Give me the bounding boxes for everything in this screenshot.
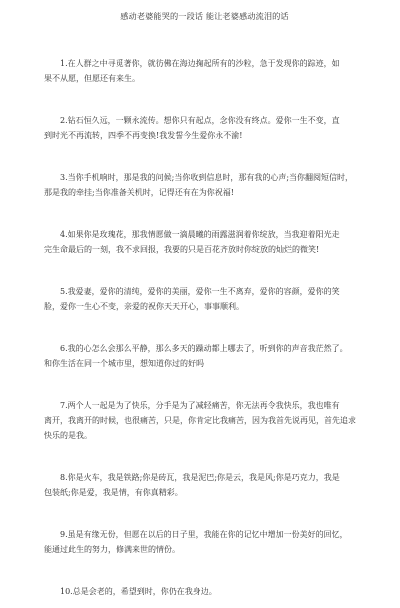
item-text: 我爱妻，爱你的清纯，爱你的美丽，爱你一生不离弃，爱你的容颜，爱你的笑 — [67, 287, 340, 296]
item-line — [44, 227, 365, 242]
item-text: 我的心怎么会那么平静，那么多天的躁动都上哪去了，听到你的声音我茫然了。 — [67, 344, 348, 353]
list-item — [44, 56, 365, 86]
item-text: 如果你是玫瑰花，那我情愿做一滴晨曦的雨露滋润着你绽放，当我迎着阳光走 — [67, 230, 340, 239]
item-text: 你是火车，我是铁路;你是砖瓦，我是泥巴;你是云，我是风;你是巧克力，我是 — [67, 473, 340, 482]
item-line — [44, 527, 365, 542]
item-line — [44, 113, 365, 128]
item-line — [44, 470, 365, 485]
item-number: 9. — [60, 530, 68, 539]
item-text: 总是会老的，希望到时，你仍在我身边。 — [72, 587, 217, 596]
item-line: 脸，爱你一生心不变，亲爱的祝你天天开心，事事顺利。 — [44, 302, 244, 311]
item-number: 5. — [60, 287, 68, 296]
item-line: 离开，我离开的时候，也很痛苦，只是，你肯定比我痛苦，因为我首先说再见，首先追求 — [44, 416, 356, 425]
item-line: 能通过此生的努力，修满来世的情份。 — [44, 545, 180, 554]
item-number: 1. — [60, 59, 68, 68]
list-item — [44, 227, 365, 257]
item-text: 虽是有缘无份，但愿在以后的日子里，我能在你的记忆中增加一份美好的回忆， — [67, 530, 348, 539]
list-item — [44, 470, 365, 500]
item-line: 完生命最后的一刻，我不求回报，我要的只是百花齐放时你绽放的灿烂的微笑! — [44, 245, 320, 254]
item-text: 钻石恒久远，一颗永流传。想你只有起点，念你没有终点。爱你一生不变，直 — [67, 116, 340, 125]
item-number: 6. — [60, 344, 68, 353]
list-item — [44, 284, 365, 314]
item-text: 两个人一起是为了快乐，分手是为了减轻痛苦，你无法再令我快乐，我也唯有 — [67, 401, 340, 410]
item-line: 那是我的牵挂;当你准备关机时，记得还有在为你祝福! — [44, 188, 234, 197]
item-text: 在人群之中寻觅著你，就彷佛在海边掬起所有的沙粒，急于发现你的踪迹，如 — [67, 59, 340, 68]
item-line: 果不从愿，但愿还有来生。 — [44, 74, 140, 83]
item-line — [44, 398, 365, 413]
item-number: 3. — [60, 173, 68, 182]
item-number: 4. — [60, 230, 68, 239]
item-text: 当你手机响时，那是我的问候;当你收到信息时，那有我的心声;当你翻阅短信时， — [67, 173, 354, 182]
item-number: 2. — [60, 116, 68, 125]
item-line — [44, 584, 365, 599]
item-line — [44, 341, 365, 356]
item-number: 8. — [60, 473, 68, 482]
list-item — [44, 341, 365, 371]
item-line — [44, 56, 365, 71]
item-line: 包装纸;你是爱，我是情，有你真精彩。 — [44, 488, 183, 497]
item-number: 7. — [60, 401, 68, 410]
list-item — [44, 398, 365, 443]
document-title: 感动老婆能哭的一段话 能让老婆感动流泪的话 — [120, 11, 289, 21]
list-item — [44, 113, 365, 143]
item-line — [44, 170, 365, 185]
item-line: 到时光不再流转，四季不再变换!我发誓今生爱你永不渝! — [44, 131, 243, 140]
item-list — [44, 56, 365, 599]
list-item — [44, 170, 365, 200]
item-number: 10. — [60, 587, 73, 596]
item-line — [44, 284, 365, 299]
item-line: 快乐的是我。 — [44, 431, 92, 440]
list-item — [44, 584, 365, 599]
list-item — [44, 527, 365, 557]
item-line: 和你生活在同一个城市里，想知道你过的好吗 — [44, 359, 204, 368]
